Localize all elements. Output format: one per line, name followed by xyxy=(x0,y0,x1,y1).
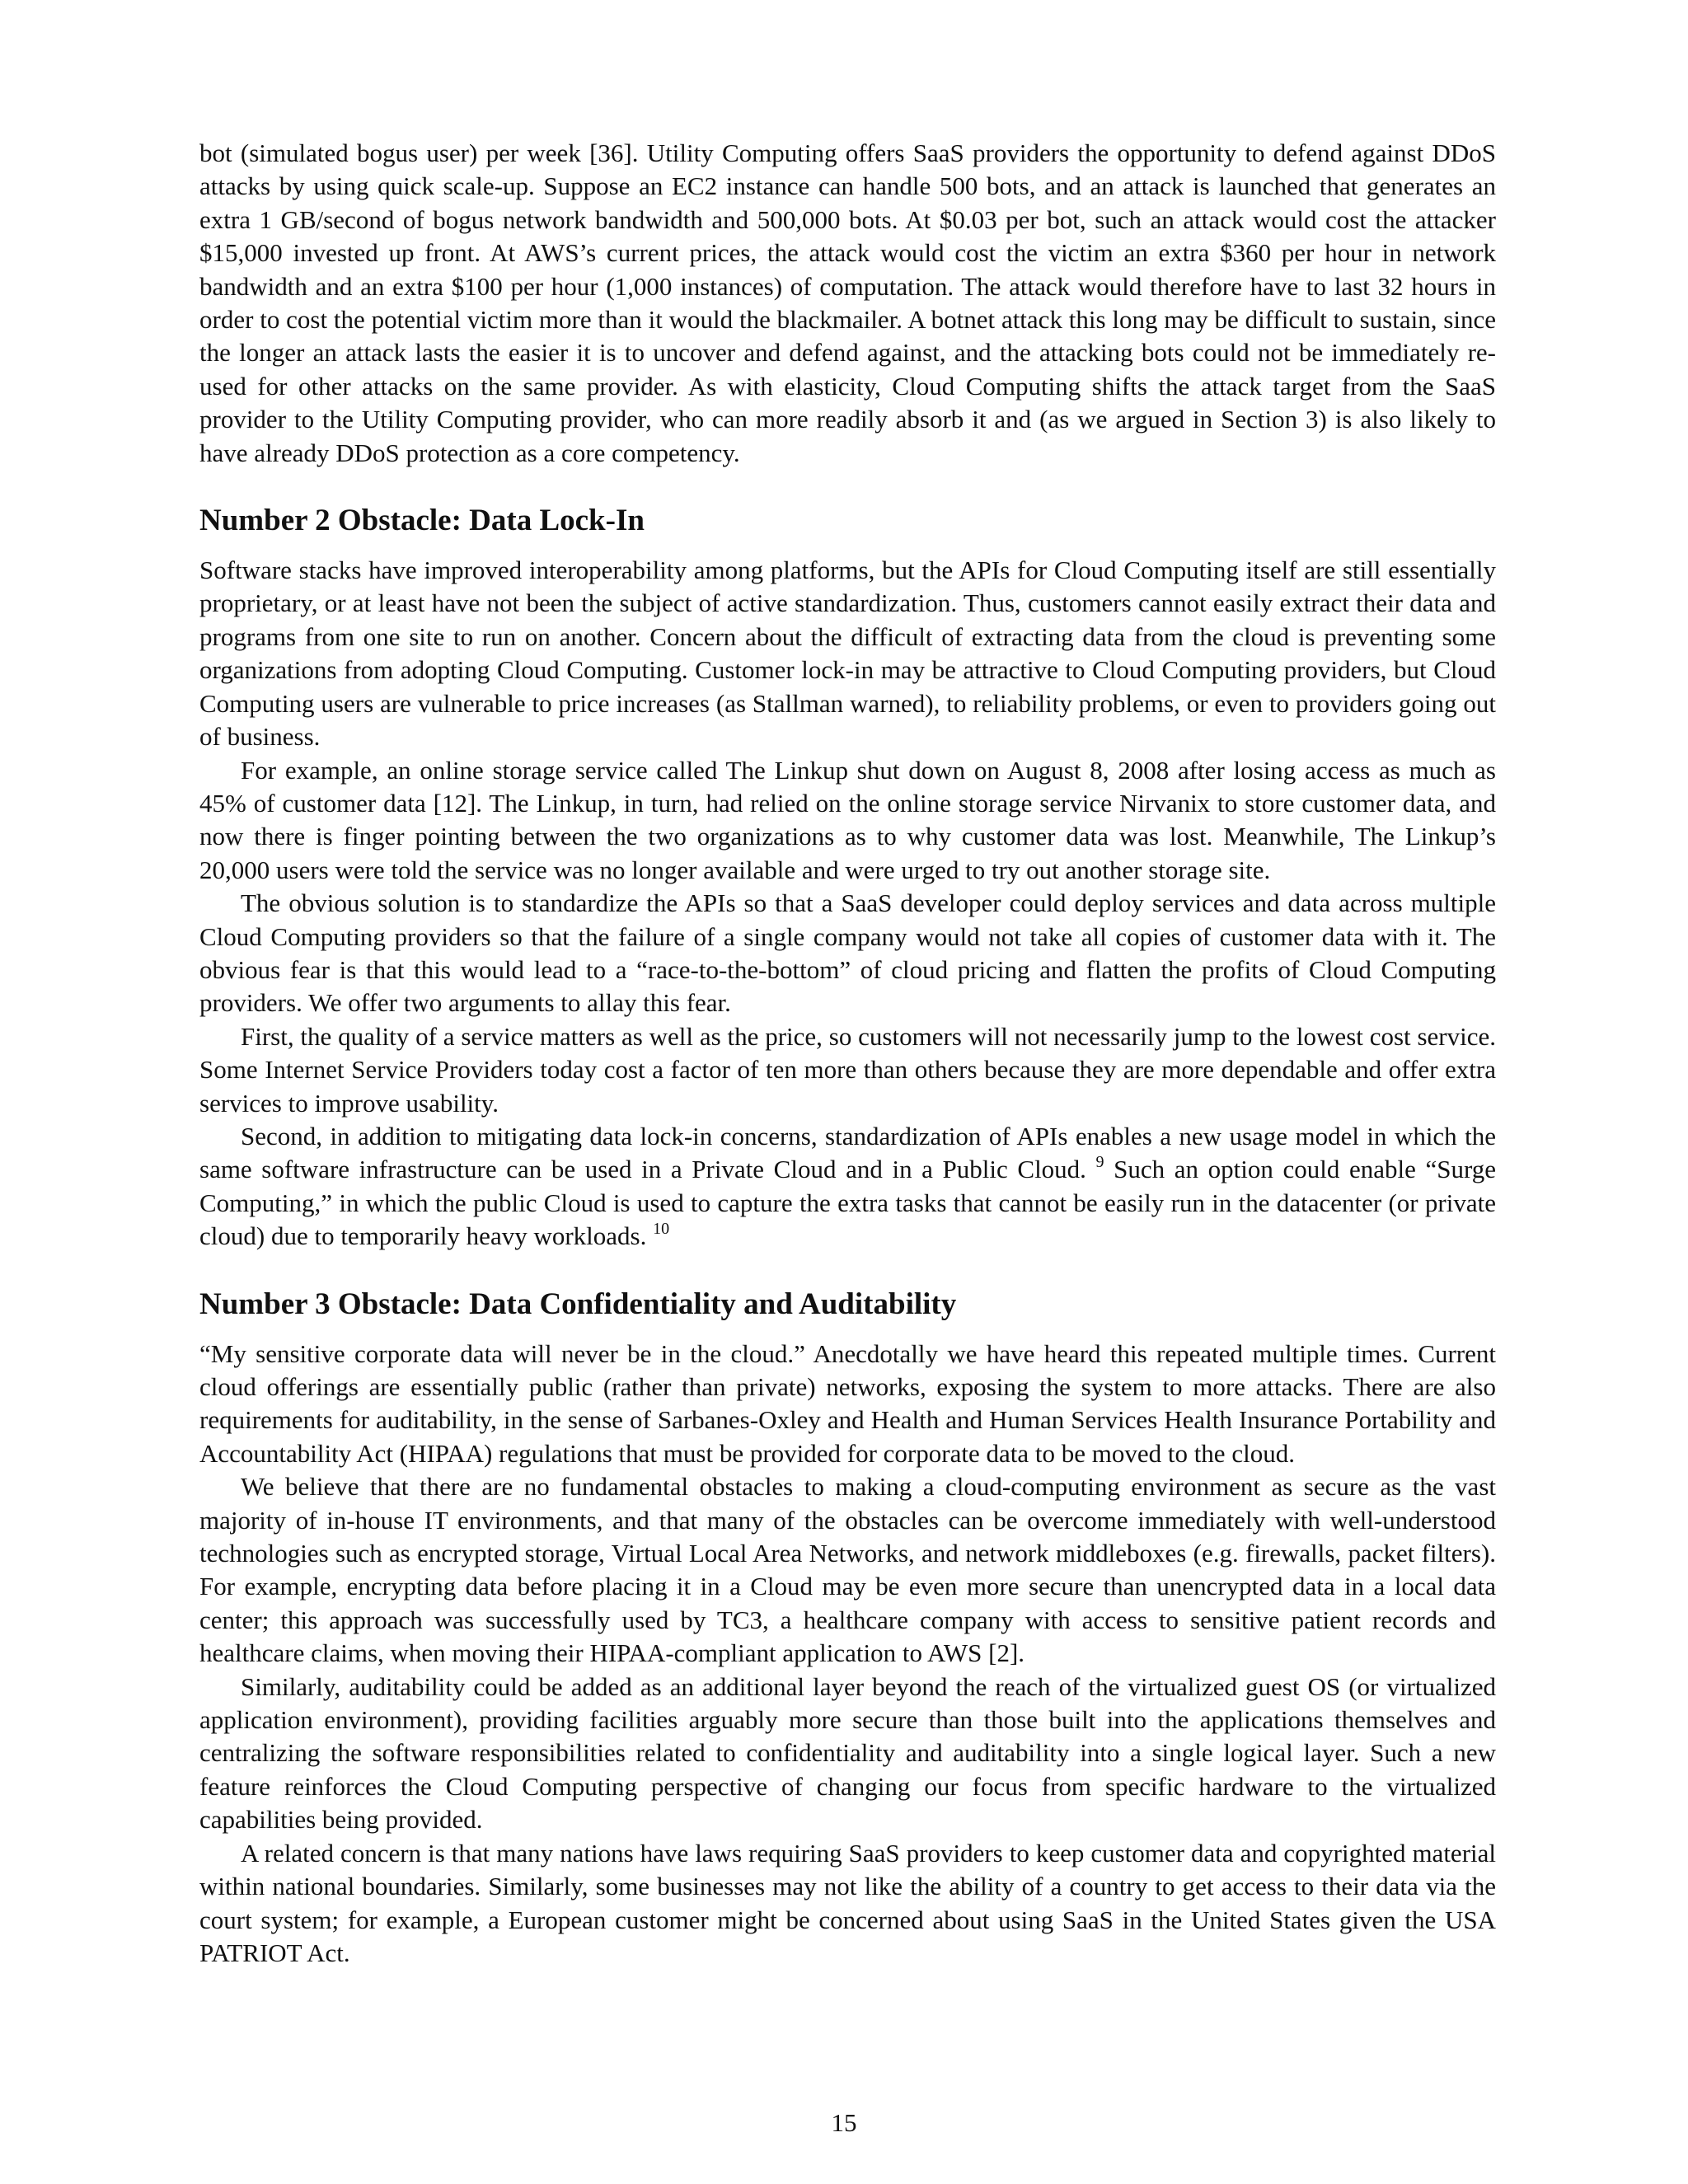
section-heading-data-lock-in: Number 2 Obstacle: Data Lock-In xyxy=(199,504,645,538)
section2-paragraph-1: Software stacks have improved interoperability among platforms, but the APIs for Cloud Computing itself are still essentially proprietary, or at least have not been the subject of active standardization. Thus, customers cannot easily extract their data and programs from one site to run on another. Concern about the difficult of extracting data from the cloud is preventing some organizations from adopting Cloud Computing. Customer lock-in may be attractive to Cloud Computing providers, but Cloud Computing users are vulnerable to price increases (as Stallman warned), to reliability problems, or even to providers going out of business. xyxy=(199,555,1496,752)
section2-paragraph-5-text-b: Such an option could enable “Surge Computing,” in which the public Cloud is used to capture the extra tasks that cannot be easily run in the datacenter (or private cloud) due to temporarily heavy workloads. xyxy=(199,1155,1496,1251)
footnote-marker-9: 9 xyxy=(1095,1153,1104,1172)
spacer xyxy=(199,1323,1496,1338)
spacer xyxy=(199,1254,1496,1286)
section3-paragraph-1: “My sensitive corporate data will never be in the cloud.” Anecdotally we have heard this repeated multiple times. Current cloud offerings are essentially public (rather than private) networks, exposing the system to more attacks. There are also requirements for auditability, in the sense of Sarbanes-Oxley and Health and Human Services Health Insurance Portability and Accountability Act (HIPAA) regulations that must be provided for corporate data to be moved to the cloud. xyxy=(199,1338,1496,1468)
section2-paragraph-5-text-a: Second, in addition to mitigating data lock-in concerns, standardization of APIs enables a new usage model in which the same software infrastructure can be used in a Private Cloud and in a Public Cloud. xyxy=(199,1121,1496,1184)
section3-paragraph-4: A related concern is that many nations have laws requiring SaaS providers to keep customer data and copyrighted material within national boundaries. Similarly, some businesses may not like the ability of a country to get access to their data via the court system; for example, a European customer might be concerned about using SaaS in the United States given the USA PATRIOT Act. xyxy=(199,1838,1496,1967)
page-number: 15 xyxy=(831,2108,857,2137)
page-body xyxy=(199,137,1496,1970)
section3-paragraph-3: Similarly, auditability could be added as an additional layer beyond the reach of the virtualized guest OS (or virtualized application environment), providing facilities arguably more secure than those built into the applications themselves and centralizing the software responsibilities related to confidentiality and auditability into a single logical layer. Such a new feature reinforces the Cloud Computing perspective of changing our focus from specific hardware to the virtualized capabilities being provided. xyxy=(199,1671,1496,1835)
section2-paragraph-3: The obvious solution is to standardize the APIs so that a SaaS developer could deploy services and data across multiple Cloud Computing providers so that the failure of a single company would not take all copies of customer data with it. The obvious fear is that this would lead to a “race-to-the-bottom” of cloud pricing and flatten the profits of Cloud Computing providers. We offer two arguments to allay this fear. xyxy=(199,888,1496,1018)
section2-paragraph-5 xyxy=(199,1120,1496,1254)
footnote-marker-10: 10 xyxy=(653,1220,670,1239)
section2-paragraph-2: For example, an online storage service called The Linkup shut down on August 8, 2008 after losing access as much as 45% of customer data [12]. The Linkup, in turn, had relied on the online storage service Nirvanix to store customer data, and now there is finger pointing between the two organizations as to why customer data was lost. Meanwhile, The Linkup’s 20,000 users were told the service was no longer available and were urged to try out another storage site. xyxy=(199,755,1496,884)
intro-paragraph: bot (simulated bogus user) per week [36]. Utility Computing offers SaaS providers the opportunity to defend against DDoS attacks by using quick scale-up. Suppose an EC2 instance can handle 500 bots, and an attack is launched that generates an extra 1 GB/second of bogus network bandwidth and 500,000 bots. At $0.03 per bot, such an attack would cost the attacker $15,000 invested up front. At AWS’s current prices, the attack would cost the victim an extra $360 per hour in network bandwidth and an extra $100 per hour (1,000 instances) of computation. The attack would therefore have to last 32 hours in order to cost the potential victim more than it would the blackmailer. A botnet attack this long may be difficult to sustain, since the longer an attack lasts the easier it is to uncover and defend against, and the attacking bots could not be immediately re-used for other attacks on the same provider. As with elasticity, Cloud Computing shifts the attack target from the SaaS provider to the Utility Computing provider, who can more readily absorb it and (as we argued in Section 3) is also likely to have already DDoS protection as a core competency. xyxy=(199,138,1496,467)
spacer xyxy=(199,470,1496,503)
section3-paragraph-2: We believe that there are no fundamental obstacles to making a cloud-computing environment as secure as the vast majority of in-house IT environments, and that many of the obstacles can be overcome immediately with well-understood technologies such as encrypted storage, Virtual Local Area Networks, and network middleboxes (e.g. firewalls, packet filters). For example, encrypting data before placing it in a Cloud may be even more secure than unencrypted data in a local data center; this approach was successfully used by TC3, a healthcare company with access to sensitive patient records and healthcare claims, when moving their HIPAA-compliant application to AWS [2]. xyxy=(199,1472,1496,1668)
section2-paragraph-4: First, the quality of a service matters as well as the price, so customers will not necessarily jump to the lowest cost service. Some Internet Service Providers today cost a factor of ten more than others because they are more dependable and offer extra services to improve usability. xyxy=(199,1021,1496,1118)
spacer xyxy=(199,539,1496,554)
section-heading-data-confidentiality: Number 3 Obstacle: Data Confidentiality and Auditability xyxy=(199,1286,957,1321)
